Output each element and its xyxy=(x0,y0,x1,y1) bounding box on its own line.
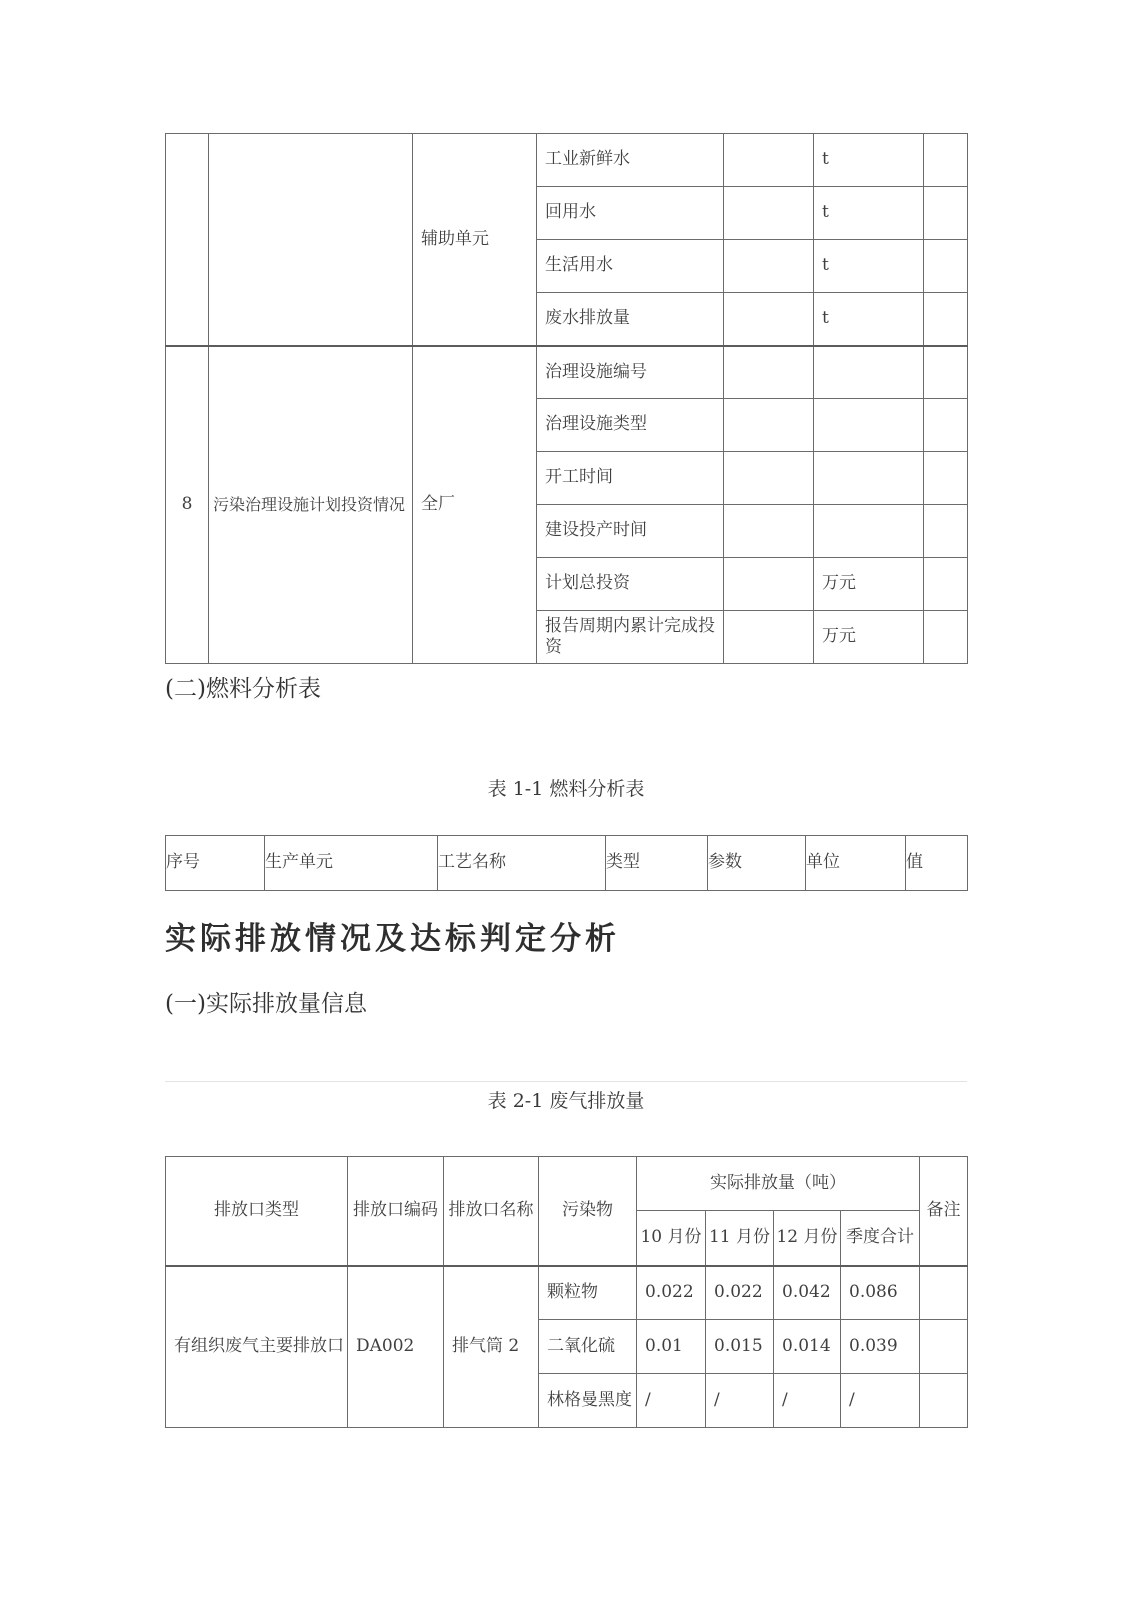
note-cell xyxy=(924,134,968,187)
header-cell-parameter: 参数 xyxy=(708,836,806,891)
table-row xyxy=(166,1266,968,1320)
table-header-row xyxy=(166,1157,968,1211)
seq-cell xyxy=(166,134,209,346)
unit-cell xyxy=(814,505,924,558)
note-cell xyxy=(920,1320,968,1374)
note-cell xyxy=(924,452,968,505)
value-cell xyxy=(724,240,814,293)
unit-cell: 万元 xyxy=(814,558,924,611)
header-cell-actual-emission: 实际排放量（吨） xyxy=(637,1157,920,1211)
note-cell xyxy=(924,505,968,558)
header-cell-month-oct: 10 月份 xyxy=(637,1211,706,1266)
note-cell xyxy=(924,187,968,240)
value-cell xyxy=(724,346,814,399)
outlet-type-cell: 有组织废气主要排放口 xyxy=(166,1266,348,1428)
outlet-name-cell: 排气筒 2 xyxy=(444,1266,539,1428)
outlet-code-cell: DA002 xyxy=(348,1266,444,1428)
header-cell-outlet-name: 排放口名称 xyxy=(444,1157,539,1266)
value-cell xyxy=(724,452,814,505)
table-header-row xyxy=(166,836,968,891)
header-cell-outlet-code: 排放口编码 xyxy=(348,1157,444,1266)
note-cell xyxy=(924,399,968,452)
param-cell: 废水排放量 xyxy=(537,293,724,346)
header-cell-outlet-type: 排放口类型 xyxy=(166,1157,348,1266)
seq-cell: 8 xyxy=(166,346,209,664)
value-cell-nov: / xyxy=(706,1374,774,1428)
note-cell xyxy=(920,1266,968,1320)
gas-emission-table xyxy=(165,1156,968,1428)
param-cell: 生活用水 xyxy=(537,240,724,293)
table-row xyxy=(166,134,968,187)
value-cell xyxy=(724,187,814,240)
param-cell: 报告周期内累计完成投资 xyxy=(537,611,724,664)
param-cell: 计划总投资 xyxy=(537,558,724,611)
unit-cell xyxy=(814,346,924,399)
unit-cell: t xyxy=(814,240,924,293)
header-cell-unit: 单位 xyxy=(806,836,906,891)
value-cell xyxy=(724,505,814,558)
header-cell-month-dec: 12 月份 xyxy=(774,1211,841,1266)
param-cell: 开工时间 xyxy=(537,452,724,505)
value-cell-oct: 0.022 xyxy=(637,1266,706,1320)
value-cell-nov: 0.022 xyxy=(706,1266,774,1320)
param-cell: 建设投产时间 xyxy=(537,505,724,558)
header-cell-note: 备注 xyxy=(920,1157,968,1266)
note-cell xyxy=(924,293,968,346)
note-cell xyxy=(924,240,968,293)
value-cell-dec: 0.014 xyxy=(774,1320,841,1374)
header-cell-process-name: 工艺名称 xyxy=(438,836,606,891)
unit-scope-cell: 全厂 xyxy=(413,346,537,664)
unit-scope-cell: 辅助单元 xyxy=(413,134,537,346)
fuel-analysis-table xyxy=(165,835,968,891)
unit-cell xyxy=(814,399,924,452)
header-cell-seq: 序号 xyxy=(166,836,265,891)
header-cell-month-nov: 11 月份 xyxy=(706,1211,774,1266)
value-cell-oct: 0.01 xyxy=(637,1320,706,1374)
section-heading-fuel-analysis: (二)燃料分析表 xyxy=(165,676,321,702)
value-cell xyxy=(724,558,814,611)
header-cell-production-unit: 生产单元 xyxy=(265,836,438,891)
param-cell: 回用水 xyxy=(537,187,724,240)
value-cell-dec: / xyxy=(774,1374,841,1428)
item-name-cell xyxy=(209,134,413,346)
value-cell xyxy=(724,611,814,664)
note-cell xyxy=(924,558,968,611)
unit-cell: 万元 xyxy=(814,611,924,664)
basic-info-table xyxy=(165,133,968,664)
value-cell-dec: 0.042 xyxy=(774,1266,841,1320)
header-cell-quarter-total: 季度合计 xyxy=(841,1211,920,1266)
param-cell: 治理设施编号 xyxy=(537,346,724,399)
value-cell-total: 0.039 xyxy=(841,1320,920,1374)
value-cell-total: / xyxy=(841,1374,920,1428)
value-cell-nov: 0.015 xyxy=(706,1320,774,1374)
header-cell-type: 类型 xyxy=(606,836,708,891)
param-cell: 治理设施类型 xyxy=(537,399,724,452)
pollutant-cell: 颗粒物 xyxy=(539,1266,637,1320)
pollutant-cell: 二氧化硫 xyxy=(539,1320,637,1374)
value-cell-total: 0.086 xyxy=(841,1266,920,1320)
note-cell xyxy=(924,346,968,399)
main-heading: 实际排放情况及达标判定分析 xyxy=(165,921,620,957)
value-cell xyxy=(724,399,814,452)
header-cell-pollutant: 污染物 xyxy=(539,1157,637,1266)
unit-cell: t xyxy=(814,134,924,187)
note-cell xyxy=(924,611,968,664)
pollutant-cell: 林格曼黑度 xyxy=(539,1374,637,1428)
note-cell xyxy=(920,1374,968,1428)
table-row xyxy=(166,346,968,399)
table1-title: 表 1-1 燃料分析表 xyxy=(487,778,645,800)
header-cell-value: 值 xyxy=(906,836,968,891)
unit-cell: t xyxy=(814,187,924,240)
section-heading-actual-emission: (一)实际排放量信息 xyxy=(165,991,367,1017)
item-name-cell: 污染治理设施计划投资情况 xyxy=(209,346,413,664)
value-cell xyxy=(724,293,814,346)
value-cell-oct: / xyxy=(637,1374,706,1428)
unit-cell xyxy=(814,452,924,505)
table2-title: 表 2-1 废气排放量 xyxy=(487,1090,645,1112)
unit-cell: t xyxy=(814,293,924,346)
value-cell xyxy=(724,134,814,187)
param-cell: 工业新鲜水 xyxy=(537,134,724,187)
section-divider xyxy=(165,1081,967,1082)
